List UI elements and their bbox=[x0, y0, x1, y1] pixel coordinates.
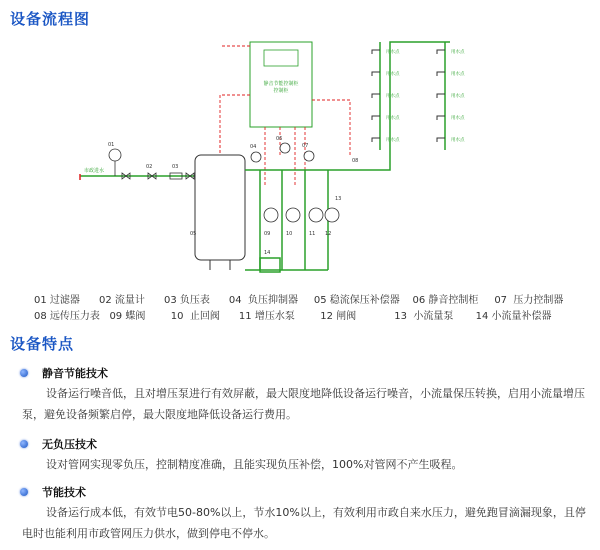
component-number: 08 bbox=[352, 158, 359, 164]
outlet-label: 用水点 bbox=[386, 94, 400, 99]
outlet-label: 用水点 bbox=[451, 72, 465, 77]
outlet-label: 用水点 bbox=[386, 50, 400, 55]
legend-row-1: 01 过滤器 02 流量计 03 负压表 04 负压抑制器 05 稳流保压补偿器 06 静音控制柜 07 压力控制器 bbox=[34, 295, 564, 306]
feature-text: 设备运行噪音低，且对增压泵进行有效屏蔽，最大限度地降低设备运行噪音，小流量保压转换，启用小流量增压泵，避免设备频繁启停，最大限度地降低设备运行费用。 bbox=[22, 387, 585, 421]
feature-title: 节能技术 bbox=[42, 486, 86, 499]
feature-text: 设对管网实现零负压，控制精度准确，且能实现负压补偿，100%对管网不产生吸程。 bbox=[46, 458, 463, 471]
control-cabinet bbox=[250, 42, 312, 127]
component-number: 11 bbox=[309, 231, 316, 237]
outlet-label: 用水点 bbox=[386, 116, 400, 121]
outlet-label: 用水点 bbox=[451, 138, 465, 143]
outlet-label: 用水点 bbox=[451, 50, 465, 55]
component-number: 14 bbox=[264, 250, 271, 256]
component-number: 05 bbox=[190, 231, 197, 237]
feature-text: 设备运行成本低，有效节电50-80%以上，节水10%以上，有效利用市政自来水压力，避免跑冒滴漏现象，且停电时也能利用市政管网压力供水，做到停电不停水。 bbox=[22, 506, 586, 540]
component-number: 03 bbox=[172, 164, 179, 170]
cabinet-sublabel: 控制柜 bbox=[273, 88, 289, 94]
booster-pumps bbox=[264, 208, 339, 222]
outlet-taps bbox=[372, 50, 445, 142]
section-title-features: 设备特点 bbox=[10, 335, 75, 353]
outlet-labels bbox=[386, 48, 465, 143]
process-flow-diagram bbox=[60, 30, 530, 285]
feature-energy-saving bbox=[20, 484, 590, 544]
component-number: 13 bbox=[335, 196, 342, 202]
feature-no-negative-pressure bbox=[20, 436, 590, 475]
component-number: 04 bbox=[250, 144, 257, 150]
feature-silent-energy bbox=[20, 365, 590, 425]
bullet-icon bbox=[20, 440, 28, 448]
feature-title: 无负压技术 bbox=[42, 438, 97, 451]
outlet-label: 用水点 bbox=[386, 72, 400, 77]
component-number: 01 bbox=[108, 142, 115, 148]
section-title-flowchart: 设备流程图 bbox=[10, 10, 91, 28]
bullet-icon bbox=[20, 488, 28, 496]
outlet-label: 用水点 bbox=[451, 116, 465, 121]
legend-row-2: 08 远传压力表 09 蝶阀 10 止回阀 11 增压水泵 12 闸阀 13 小流量泵 14 小流量补偿器 bbox=[34, 311, 552, 322]
inlet-label: 市政进水 bbox=[84, 168, 105, 174]
component-number: 06 bbox=[276, 136, 283, 142]
bullet-icon bbox=[20, 369, 28, 377]
pressure-tank bbox=[195, 135, 245, 270]
component-number: 12 bbox=[325, 231, 332, 237]
component-number: 10 bbox=[286, 231, 293, 237]
feature-title: 静音节能技术 bbox=[42, 367, 108, 380]
component-number: 02 bbox=[146, 164, 153, 170]
outlet-label: 用水点 bbox=[386, 138, 400, 143]
cabinet-label: 静音节能控制柜 bbox=[263, 81, 299, 87]
outlet-label: 用水点 bbox=[451, 94, 465, 99]
component-number: 07 bbox=[302, 143, 309, 149]
component-number: 09 bbox=[264, 231, 271, 237]
